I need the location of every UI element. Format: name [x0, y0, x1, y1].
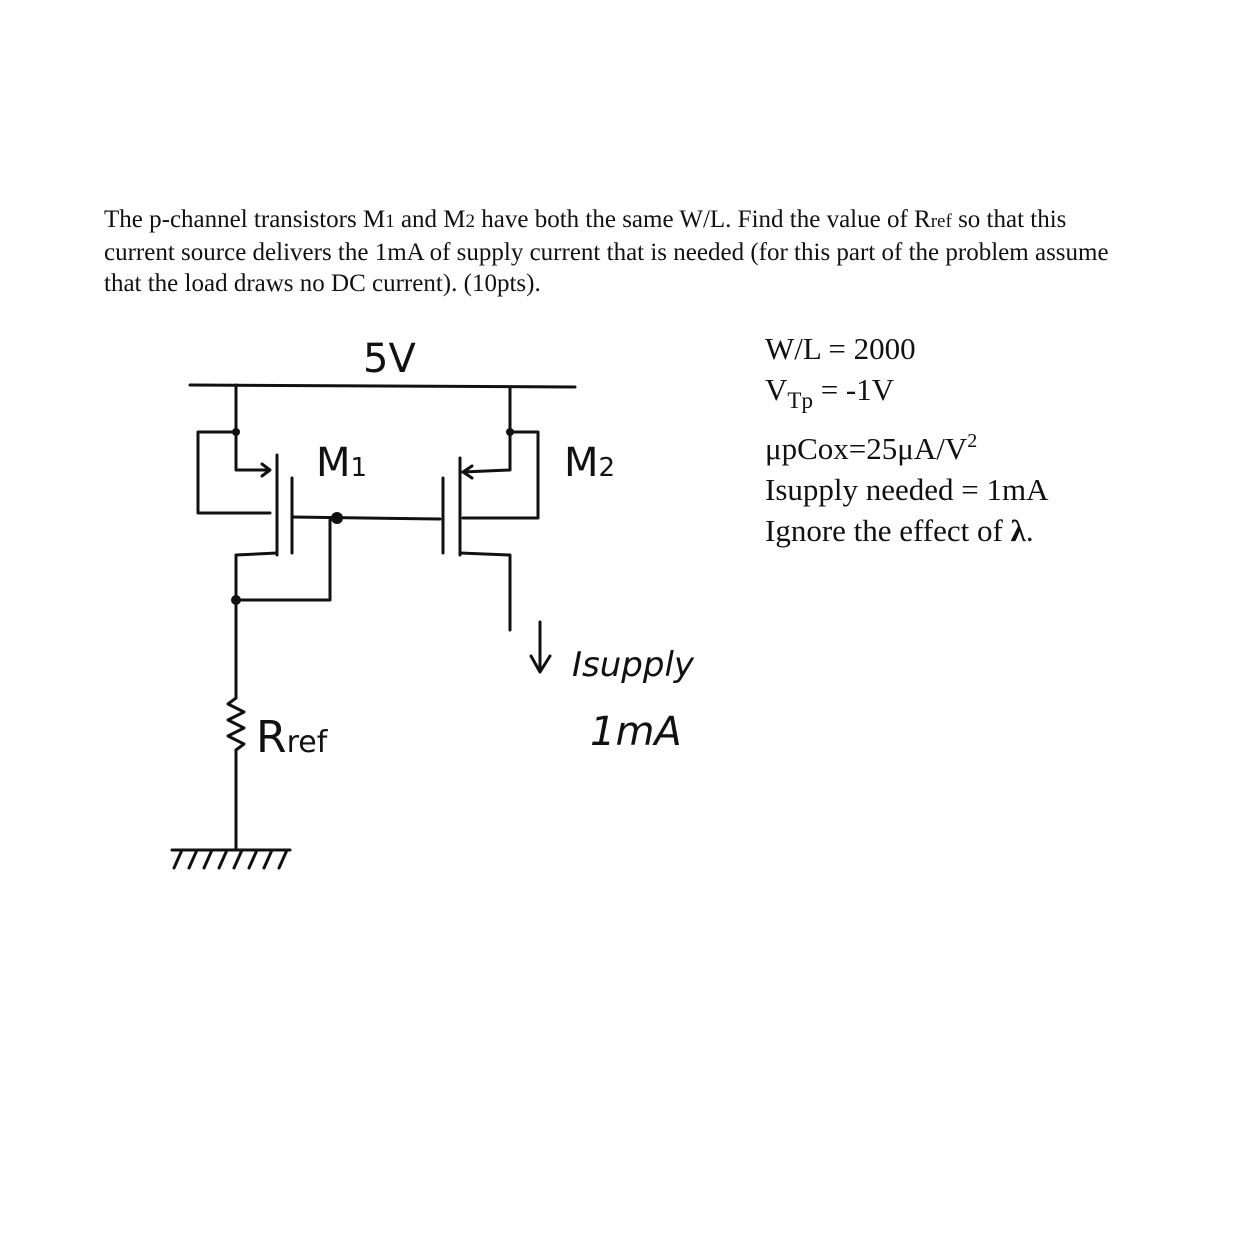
m2-label: M2	[564, 440, 616, 486]
problem-rref-subscript: ref	[930, 211, 952, 232]
param-vtp-value: = -1V	[812, 372, 895, 407]
problem-text: and M	[394, 206, 466, 233]
resistor-rref	[228, 595, 244, 848]
isupply-label: Isupply	[572, 645, 695, 685]
problem-m1-subscript: 1	[385, 211, 395, 232]
problem-m2-subscript: 2	[465, 211, 476, 232]
param-vtp-symbol: V	[765, 372, 788, 407]
param-wl: W/L = 2000	[765, 331, 916, 366]
param-ucox-text: μpCox=25μA/V	[765, 431, 968, 466]
down-arrow-icon	[531, 622, 550, 672]
m2-source-wire	[463, 387, 538, 518]
problem-text: so that this current source delivers the 1mA of supply current that is needed (for this part of the problem assume that the load draws no DC current). (10pts).	[104, 206, 1109, 297]
transistor-m2	[443, 387, 538, 630]
param-lambda-text: Ignore the effect of	[765, 513, 1011, 548]
param-isupply: Isupply needed = 1mA	[765, 472, 1049, 507]
supply-rail	[190, 385, 575, 387]
m1-source-wire	[198, 385, 270, 513]
gate-line	[292, 512, 440, 524]
resistor-zigzag	[228, 698, 244, 750]
param-ucox-exponent: 2	[967, 430, 978, 452]
transistor-m1	[198, 385, 330, 600]
m2-drain-wire	[460, 553, 510, 630]
lambda-symbol: λ	[1010, 513, 1026, 548]
m1-drain-wire	[236, 520, 330, 600]
problem-text: The p-channel transistors M	[104, 206, 386, 233]
param-vtp-subscript: Tp	[787, 388, 813, 413]
isupply-value: 1mA	[590, 709, 682, 755]
param-lambda-period: .	[1025, 513, 1034, 548]
gate-node	[331, 512, 343, 524]
problem-text: have both the same W/L. Find the value of R	[475, 206, 931, 233]
supply-voltage-label: 5V	[363, 336, 416, 382]
m1-label: M1	[316, 440, 368, 486]
ground-icon	[172, 850, 290, 868]
rref-label: Rref	[256, 712, 328, 763]
